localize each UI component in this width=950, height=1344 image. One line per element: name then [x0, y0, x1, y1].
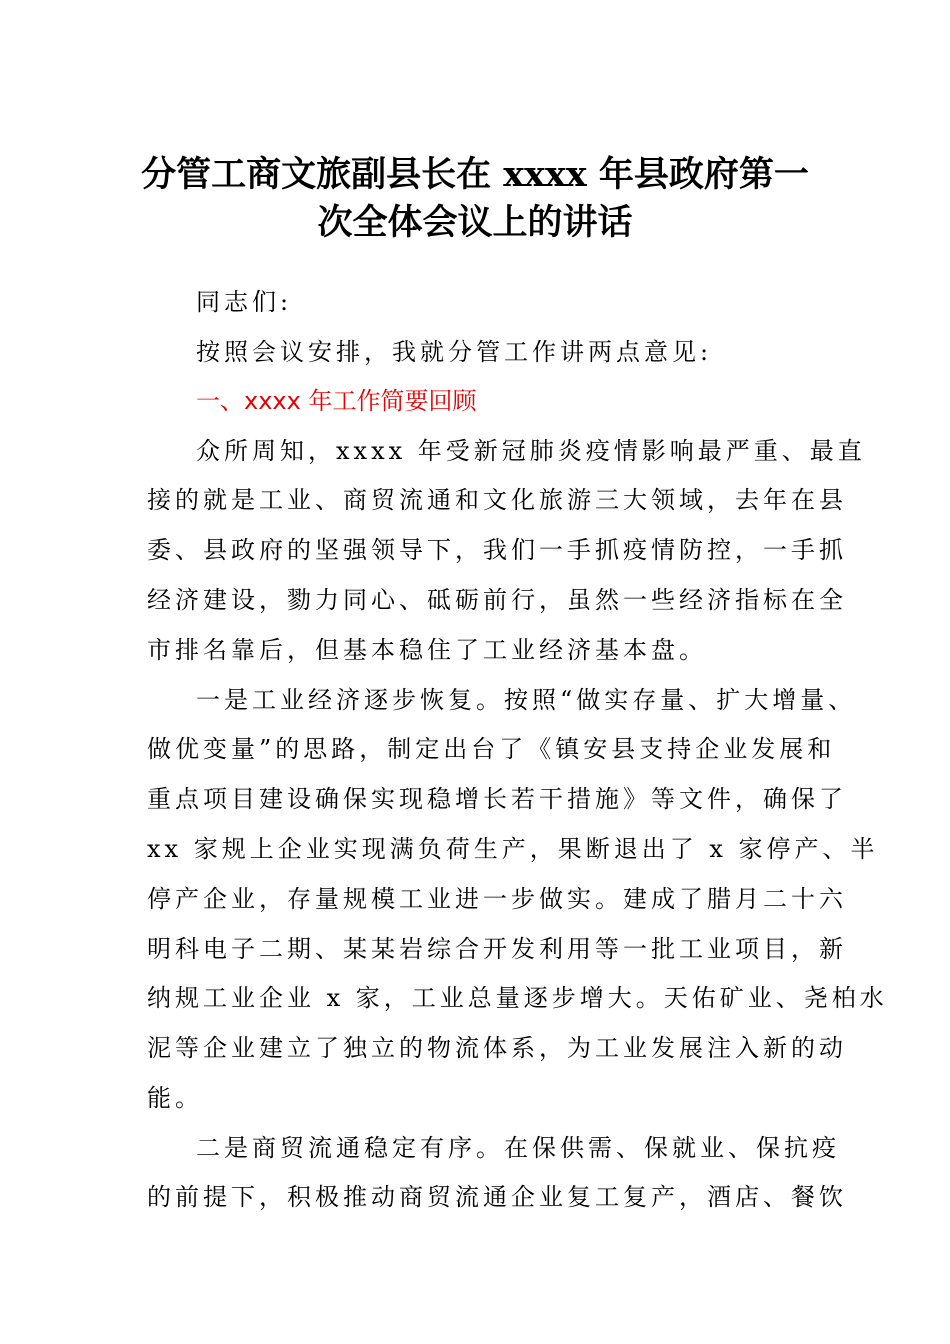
paragraph-line: 重点项目建设确保实现稳增长若干措施》等文件，确保了	[147, 785, 847, 813]
document-title-line-2: 次全体会议上的讲话	[317, 202, 633, 243]
paragraph-line: xx 家规上企业实现满负荷生产，果断退出了 x 家停产、半	[147, 835, 879, 863]
paragraph-line: 一是工业经济逐步恢复。按照“做实存量、扩大增量、	[196, 686, 857, 714]
paragraph-line: 纳规工业企业 x 家，工业总量逐步增大。天佑矿业、尧柏水	[147, 984, 888, 1012]
salutation: 同志们:	[196, 288, 293, 316]
paragraph-line: 的前提下，积极推动商贸流通企业复工复产，酒店、餐饮	[147, 1183, 847, 1211]
intro-paragraph: 按照会议安排，我就分管工作讲两点意见:	[196, 338, 713, 366]
paragraph-line: 泥等企业建立了独立的物流体系，为工业发展注入新的动	[147, 1034, 847, 1062]
paragraph-line: 接的就是工业、商贸流通和文化旅游三大领域，去年在县	[147, 486, 847, 514]
paragraph-line: 做优变量”的思路，制定出台了《镇安县支持企业发展和	[147, 735, 836, 763]
section-heading-review: 一、xxxx 年工作简要回顾	[196, 387, 477, 415]
paragraph-line: 明科电子二期、某某岩综合开发利用等一批工业项目，新	[147, 935, 847, 963]
paragraph-line: 经济建设，勠力同心、砥砺前行，虽然一些经济指标在全	[147, 586, 847, 614]
document-title-line-1: 分管工商文旅副县长在 xxxx 年县政府第一	[141, 154, 809, 195]
paragraph-line: 市排名靠后，但基本稳住了工业经济基本盘。	[147, 636, 707, 664]
paragraph-line: 众所周知，xxxx 年受新冠肺炎疫情影响最严重、最直	[196, 437, 866, 465]
paragraph-line: 停产企业，存量规模工业进一步做实。建成了腊月二十六	[147, 885, 847, 913]
paragraph-line: 委、县政府的坚强领导下，我们一手抓疫情防控，一手抓	[147, 536, 847, 564]
paragraph-line: 二是商贸流通稳定有序。在保供需、保就业、保抗疫	[196, 1134, 840, 1162]
paragraph-line: 能。	[147, 1084, 203, 1112]
